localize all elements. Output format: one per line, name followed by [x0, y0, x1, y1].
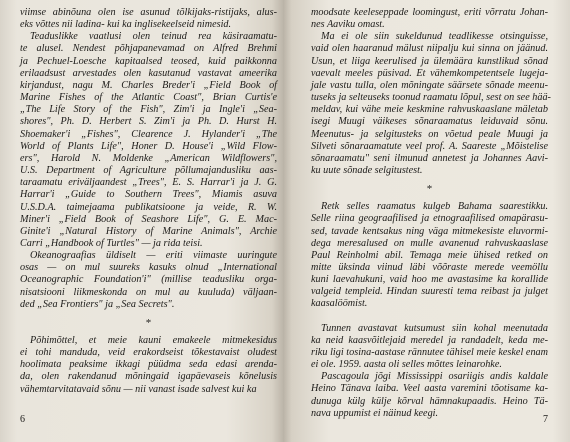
text-line: isegi Muugi väikeses sõnaraamatus leiduvaid sõnu.: [311, 116, 548, 128]
text-line: World of Plants Life", Honer D. House'i „Wild Flow-: [20, 140, 277, 152]
section-separator: *: [145, 316, 152, 329]
text-line: Paul Reinholmi abil. Temaga meie ühised retked on: [311, 249, 548, 261]
text-line: dega meresalused on mulle avanenud rahvuskaaslase: [311, 237, 548, 249]
text-line: nisatsiooni liikmeskonda on mul au kuuluda) väljaan-: [20, 286, 277, 298]
text-line: viimse abinõuna olen ise asunud tõlkijaks-ristijaks, alus-: [20, 7, 277, 18]
text-line: ka neid kaasvõitlejaid meredel ja randadelt, keda me-: [311, 334, 548, 346]
text-line: Ginite'i „Natural History of Marine Animals", Archie: [20, 225, 277, 237]
text-line: „The Life Story of the Fish", Zim'i ja Ingle'i „Sea-: [20, 104, 277, 116]
left-page-number: 6: [20, 413, 25, 425]
text-line: da, olen rakendanud mõningaid igapäevaseis kõnelusis: [20, 371, 277, 383]
text-line: te alusel. Nendest põhjapanevamad on Alfred Brehmi: [20, 43, 277, 55]
text-line: nava uppumist ei näinud keegi.: [311, 407, 439, 419]
text-line: kuni laevahukuni, vaid hoo me avastasime ka korallide: [311, 274, 548, 286]
right-page-text: [311, 7, 551, 420]
text-line: ded „Sea Frontiers" ja „Sea Secrets".: [20, 298, 175, 310]
text-line: tuseks ja selteuseks toonud raamatu lõpul, sest on see hää-: [311, 92, 551, 104]
text-line: Teaduslikke vaatlusi olen teinud rea käsiraamatu-: [30, 31, 277, 43]
text-line: Põhimõttel, et meie kauni emakeele mitmekesidus: [30, 334, 277, 346]
text-line: eks võttes nii ladina- kui ka inglisekeelseid nimesid.: [20, 19, 232, 31]
text-line: osas — on mul suureks kasuks olnud „International: [20, 262, 277, 274]
text-line: mitte üksinda viinud läbi võõraste merede veemöllu: [311, 261, 548, 273]
text-line: Heino Tänava laiba. Veel aasta varemini tõotisame ka-: [311, 383, 548, 395]
text-line: ja Pechuel-Loesche kapitaalsed teosed, kuid paikkonna: [20, 55, 277, 67]
section-separator: *: [426, 183, 433, 196]
text-line: sõnaraamatu" seni ilmunud annetest ja Johannes Aavi-: [311, 152, 548, 164]
text-line: erilaadsust arvestades olen kasutanud vastavat ameerika: [20, 67, 277, 79]
text-line: ers", Harold N. Moldenke „American Wildflowers",: [20, 152, 277, 164]
text-line: Selle riina geograafilised ja etnograafilised omapärasu-: [311, 213, 548, 225]
text-line: valgeid templeid. Hindan suuresti tema reibast ja julget: [311, 286, 548, 298]
text-line: hoolimata peaksime ikkagi püüdma seda edasi arenda-: [20, 359, 277, 371]
text-line: Miner'i „Field Book of Seashore Life", G. E. Mac-: [20, 213, 277, 225]
right-page: [283, 0, 570, 442]
text-line: riku ligi tosina-aastase rännutee tähisel meie keskel enam: [311, 346, 548, 358]
text-line: meldav, kui vähe meie keskmine rahvuskaaslane mäletab: [311, 104, 548, 116]
text-line: Shoemaker'i „Fishes", Clearence J. Hylander'i „The: [20, 128, 277, 140]
text-line: U.S. Department of Agriculture põllumajandusliku aas-: [20, 165, 277, 177]
text-line: vaid olen haaranud mälust niipalju kui sinna on jäänud.: [311, 43, 548, 55]
text-line: taraamatu eriväljaandest „Trees", E. S. Harrar'i ja J. G.: [20, 177, 277, 189]
text-line: Retk selles raamatus kulgeb Bahama saarestikku.: [321, 201, 548, 213]
text-line: U.S.D.A. taimejaama publikatsioone ja veide, R. W.: [20, 201, 277, 213]
text-line: Silveti sõnaraamatute veel prof. A. Saareste „Mõistelise: [311, 140, 548, 152]
text-line: ei ole. 1959. aasta oli selles mõttes leinarohke.: [311, 359, 502, 371]
text-line: shores", Ph. D. Herbert S. Zim'i ja Ph. D. Hurst H.: [20, 116, 277, 128]
text-line: Harrar'i „Guide to Southern Trees", Miamis asuva: [20, 189, 277, 201]
text-line: Ma ei ole siin sukeldunud teadlikesse otsinguisse,: [321, 31, 548, 43]
text-line: kirjandust, nagu M. Charles Breder'i „Field Book of: [20, 79, 277, 91]
text-line: Carri „Handbook of Turtles" — ja rida teisi.: [20, 237, 203, 249]
text-line: Marine Fishes of the Atlantic Coast", Brian Curtis'e: [20, 92, 277, 104]
left-page-text: [20, 7, 277, 396]
text-line: sed, tavade kentsakus ning väga mitmekesiste eluvormi-: [311, 225, 548, 237]
text-line: vähemtarvitatavaid sõnu — nii vanast isade salvest kui ka: [20, 383, 257, 395]
text-line: jale vastu tulla, olen mõningate säärsete sõnade meenu-: [311, 79, 548, 91]
text-line: Pascagoula jõgi Mississippi osariigis andis kaldale: [321, 371, 548, 383]
right-page-number: 7: [543, 413, 548, 425]
text-line: vaevalt meeles püsivad. Et vähemkompetentsele lugeja-: [311, 67, 548, 79]
text-line: Oceanographic Foundation'i" (millise teadusliku orga-: [20, 274, 277, 286]
text-line: Meenutus- ja selgitusteks on võetud peale Muugi ja: [311, 128, 548, 140]
text-line: kaasalöömist.: [311, 298, 368, 310]
text-line: nes Aaviku omast.: [311, 19, 385, 31]
text-line: ku uute sõnade selgitustest.: [311, 165, 423, 177]
text-line: Usun, et liiga keerulised ja ülemäära kunstlikud sõnad: [311, 55, 548, 67]
text-line: ei tohi manduda, veid erakordseist tõkestavaist oludest: [20, 347, 277, 359]
text-line: dunuga külg külje kõrval hämnakupaadis. Heino Tä-: [311, 395, 548, 407]
paragraph-gap: [311, 311, 548, 323]
text-line: moodsate keeleseppade loomingust, eriti võrratu Johan-: [311, 7, 548, 18]
text-line: Okeanograafias üldiselt — eriti viimaste uuringute: [30, 250, 277, 262]
text-line: Tunnen avastavat kutsumust siin kohal meenutada: [321, 322, 548, 334]
left-page: [0, 0, 283, 442]
